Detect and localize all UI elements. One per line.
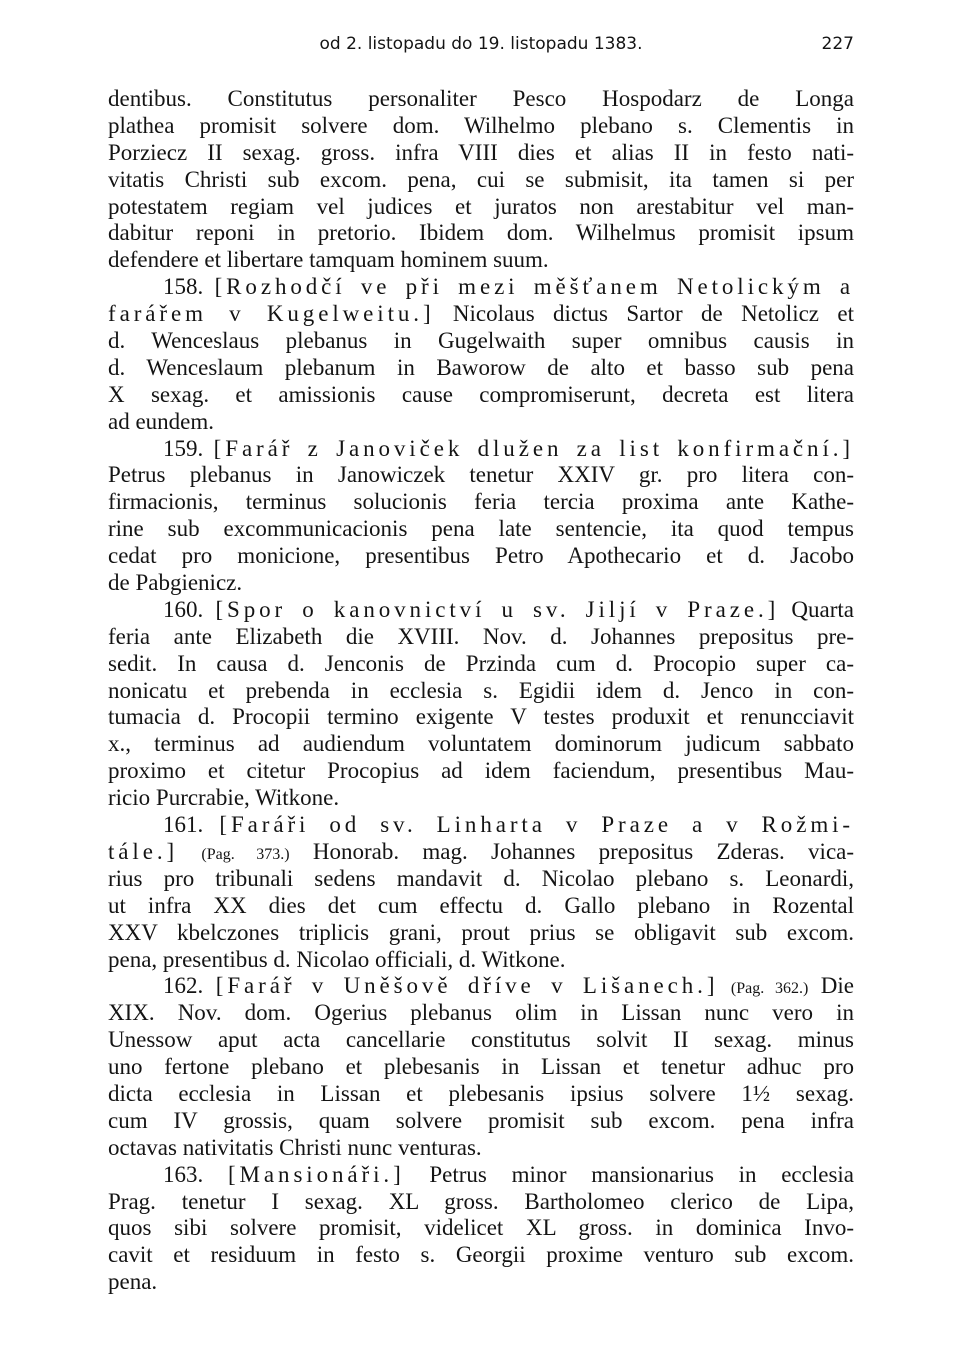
text-segment: Unessow aput acta cancellarie constitutus solvit II sexag. minus [108, 1027, 854, 1053]
running-title: od 2. listopadu do 19. listopadu 1383. [319, 34, 643, 54]
text-segment: feria ante Elizabeth die XVIII. Nov. d. Johannes prepositus pre- [108, 623, 854, 649]
text-line [108, 812, 854, 839]
text-line [108, 1162, 854, 1189]
text-segment: proximo et citetur Procopius ad idem faciendum, presentibus Mau- [108, 758, 854, 784]
text-line [108, 1189, 854, 1216]
text-segment: defendere et libertare tamquam hominem suum. [108, 247, 549, 273]
text-segment: X sexag. et amissionis cause compromiserunt, decreta est litera [108, 381, 854, 407]
text-line [108, 624, 854, 651]
text-segment: octavas nativitatis Christi nunc venturas. [108, 1134, 482, 1160]
text-line [108, 678, 854, 705]
text-line [108, 866, 854, 893]
text-line [108, 731, 854, 758]
text-line [108, 1135, 854, 1162]
text-segment: 163. [163, 1161, 228, 1187]
text-segment: XIX. Nov. dom. Ogerius plebanus olim in Lissan nunc vero in [108, 1000, 854, 1026]
page-reference: (Pag. 373.) [201, 845, 290, 863]
text-line [108, 947, 854, 974]
text-body [108, 86, 854, 1296]
text-segment: 162. [163, 973, 216, 999]
text-segment: de Pabgienicz. [108, 570, 243, 596]
text-line [108, 409, 854, 436]
text-line [108, 274, 854, 301]
text-segment: dabitur reponi in pretorio. Ibidem dom. Wilhelmus promisit ipsum [108, 220, 854, 246]
text-line [108, 1108, 854, 1135]
text-line [108, 1000, 854, 1027]
text-line [108, 1054, 854, 1081]
text-segment: Honorab. mag. Johannes prepositus Zderas. vica- [289, 838, 855, 864]
text-segment: Porziecz II sexag. gross. infra VIII dies et alias II in festo nati- [108, 139, 854, 165]
page-header [108, 34, 854, 60]
entry-heading: tále.] [108, 838, 179, 864]
entry-heading: [Rozhodčí ve při mezi měšťanem Netolickým a [214, 274, 855, 300]
text-segment: ut infra XX dies det cum effectu d. Gallo plebano in Rozental [108, 892, 854, 918]
text-segment: pena, presentibus d. Nicolao officiali, d. Witkone. [108, 946, 566, 972]
text-segment: uno fertone plebano et plebesanis in Lissan et tenetur adhuc pro [108, 1054, 854, 1080]
text-line [108, 140, 854, 167]
text-segment: 161. [163, 812, 220, 838]
text-segment: rius pro tribunali sedens mandavit d. Nicolao plebano s. Leonardi, [108, 865, 854, 891]
text-segment: plathea promisit solvere dom. Wilhelmo plebano s. Clementis in [108, 112, 854, 138]
text-segment: 160. [163, 596, 216, 622]
text-line [108, 516, 854, 543]
text-line [108, 893, 854, 920]
text-line [108, 758, 854, 785]
text-segment: ricio Purcrabie, Witkone. [108, 785, 340, 811]
entry-heading: farářem v Kugelweitu.] [108, 301, 435, 327]
text-segment: firmacionis, terminus solucionis feria tercia proxima ante Kathe- [108, 489, 854, 515]
entry-heading: [Spor o kanovnictví u sv. Jiljí v Praze.] [215, 596, 780, 622]
entry-heading: [Farář v Uněšově dříve v Lišanech.] [215, 973, 719, 999]
entry-heading: [Faráři od sv. Linharta v Praze a v Rožmi- [219, 812, 855, 838]
text-line [108, 973, 854, 1000]
text-line [108, 247, 854, 274]
text-line [108, 1269, 854, 1296]
text-segment: Nicolaus dictus Sartor de Netolicz et [434, 301, 854, 327]
text-line [108, 436, 854, 463]
text-line [108, 1081, 854, 1108]
text-segment [718, 973, 731, 998]
text-segment: potestatem regiam vel judices et juratos non arestabitur vel man- [108, 193, 854, 219]
text-line [108, 355, 854, 382]
text-line [108, 194, 854, 221]
text-segment: d. Wenceslaum plebanum in Baworow de alto et basso sub pena [108, 354, 854, 380]
text-line [108, 86, 854, 113]
text-segment: x., terminus ad audiendum voluntatem dominorum judicum sabbato [108, 731, 854, 757]
text-segment: ad eundem. [108, 408, 215, 434]
text-line [108, 167, 854, 194]
text-segment: Prag. tenetur I sexag. XL gross. Bartholomeo clerico de Lipa, [108, 1188, 854, 1214]
text-segment: Quarta [779, 596, 854, 622]
entry-heading: [Mansionáři.] [227, 1161, 405, 1187]
text-segment: Die [808, 973, 855, 999]
text-segment: d. Wenceslaus plebanus in Gugelwaith super omnibus causis in [108, 328, 854, 354]
text-segment: 159. [163, 435, 214, 461]
text-line [108, 839, 854, 866]
text-line [108, 462, 854, 489]
text-segment [178, 839, 201, 864]
text-line [108, 704, 854, 731]
page-reference: (Pag. 362.) [730, 980, 809, 998]
text-line [108, 328, 854, 355]
text-segment: XXV kbelczones triplicis grani, prout prius se obligavit sub excom. [108, 919, 854, 945]
text-segment: pena. [108, 1269, 158, 1295]
text-segment: quos sibi solvere promisit, videlicet XL gross. in dominica Invo- [108, 1215, 854, 1241]
text-line [108, 1215, 854, 1242]
text-line [108, 1242, 854, 1269]
text-segment: Petrus minor mansionarius in ecclesia [404, 1161, 854, 1187]
text-line [108, 570, 854, 597]
text-segment: 158. [163, 274, 215, 300]
text-line [108, 785, 854, 812]
text-segment: nonicatu et prebenda in ecclesia s. Egidii idem d. Jenco in con- [108, 677, 854, 703]
text-line [108, 382, 854, 409]
text-segment: cavit et residuum in festo s. Georgii proxime venturo sub excom. [108, 1242, 854, 1268]
text-line [108, 597, 854, 624]
text-segment: rine sub excommunicacionis pena late sentencie, ita quod tempus [108, 516, 854, 542]
text-segment: cedat pro monicione, presentibus Petro Apothecario et d. Jacobo [108, 543, 854, 569]
text-segment: Petrus plebanus in Janowiczek tenetur XXIV gr. pro litera con- [108, 462, 854, 488]
text-segment: vitatis Christi sub excom. pena, cui se submisit, ita tamen si per [108, 166, 854, 192]
text-line [108, 920, 854, 947]
text-line [108, 220, 854, 247]
text-line [108, 651, 854, 678]
text-line [108, 543, 854, 570]
text-segment: tumacia d. Procopii termino exigente V testes produxit et renuncciavit [108, 704, 854, 730]
text-segment: cum IV grossis, quam solvere promisit sub excom. pena infra [108, 1107, 854, 1133]
text-line [108, 489, 854, 516]
page-number: 227 [821, 34, 854, 54]
text-segment: dentibus. Constitutus personaliter Pesco Hospodarz de Longa [108, 86, 854, 111]
text-segment: dicta ecclesia in Lissan et plebesanis ipsius solvere 1½ sexag. [108, 1080, 854, 1106]
entry-heading: [Farář z Janoviček dlužen za list konfirmační.] [213, 435, 854, 461]
text-line [108, 301, 854, 328]
text-line [108, 113, 854, 140]
text-line [108, 1027, 854, 1054]
text-segment: sedit. In causa d. Jenconis de Przinda cum d. Procopio super ca- [108, 650, 854, 676]
